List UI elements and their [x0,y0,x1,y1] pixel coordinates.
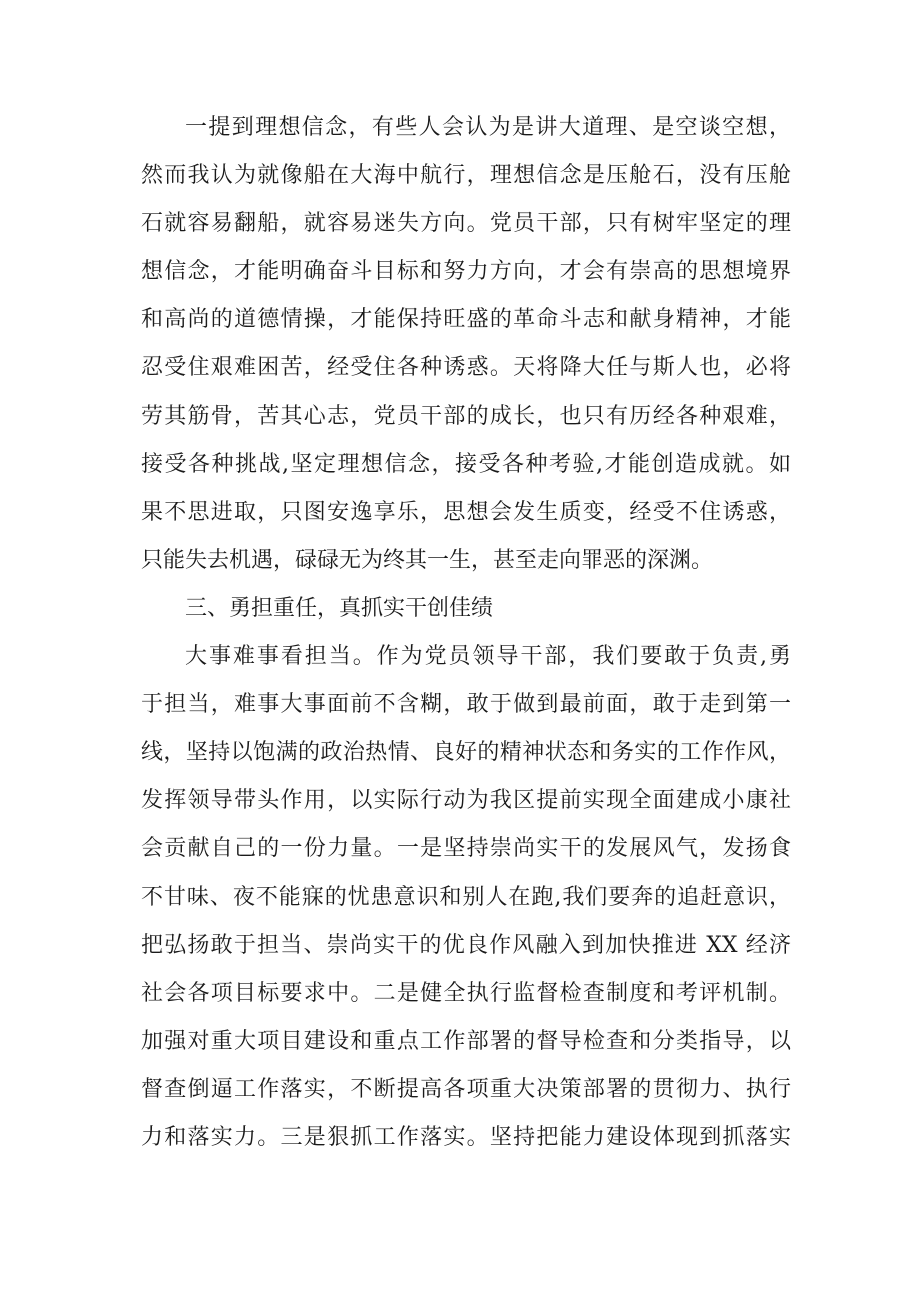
paragraph-line: 果不思进取，只图安逸享乐，思想会发生质变，经受不住诱惑， [141,499,791,525]
body-text [141,104,791,1162]
paragraph-line: 不甘味、夜不能寐的忧患意识和别人在跑,我们要奔的追赶意识， [141,884,791,910]
paragraph-line: 力和落实力。三是狠抓工作落实。坚持把能力建设体现到抓落实 [141,1124,791,1150]
paragraph-line: 和高尚的道德情操，才能保持旺盛的革命斗志和献身精神，才能 [141,307,791,333]
paragraph-line: 发挥领导带头作用，以实际行动为我区提前实现全面建成小康社 [141,788,791,814]
paragraph-line: 社会各项目标要求中。二是健全执行监督检查制度和考评机制。 [141,980,791,1006]
paragraph-line: 忍受住艰难困苦，经受住各种诱惑。天将降大任与斯人也，必将 [141,355,791,381]
paragraph-line: 会贡献自己的一份力量。一是坚持崇尚实干的发展风气，发扬食 [141,836,791,862]
paragraph-line: 然而我认为就像船在大海中航行，理想信念是压舱石，没有压舱 [141,163,791,189]
paragraph-line: 把弘扬敢于担当、崇尚实干的优良作风融入到加快推进 XX 经济 [141,932,791,958]
paragraph-line: 大事难事看担当。作为党员领导干部，我们要敢于负责,勇 [185,644,791,670]
paragraph-line: 督查倒逼工作落实，不断提高各项重大决策部署的贯彻力、执行 [141,1076,791,1102]
paragraph-line: 石就容易翻船，就容易迷失方向。党员干部，只有树牢坚定的理 [141,211,791,237]
paragraph-line: 一提到理想信念，有些人会认为是讲大道理、是空谈空想， [185,115,791,140]
paragraph-line: 于担当，难事大事面前不含糊，敢于做到最前面，敢于走到第一 [141,692,791,718]
paragraph-line: 接受各种挑战,坚定理想信念，接受各种考验,才能创造成就。如 [141,451,791,477]
section-heading: 三、勇担重任，真抓实干创佳绩 [185,595,494,621]
paragraph-line: 想信念，才能明确奋斗目标和努力方向，才会有崇高的思想境界 [141,259,791,285]
paragraph-line: 劳其筋骨，苦其心志，党员干部的成长，也只有历经各种艰难， [141,403,791,429]
paragraph-line: 只能失去机遇，碌碌无为终其一生，甚至走向罪恶的深渊。 [141,547,714,573]
paragraph-line: 加强对重大项目建设和重点工作部署的督导检查和分类指导，以 [141,1028,791,1054]
paragraph-line: 线，坚持以饱满的政治热情、良好的精神状态和务实的工作作风， [141,740,791,766]
